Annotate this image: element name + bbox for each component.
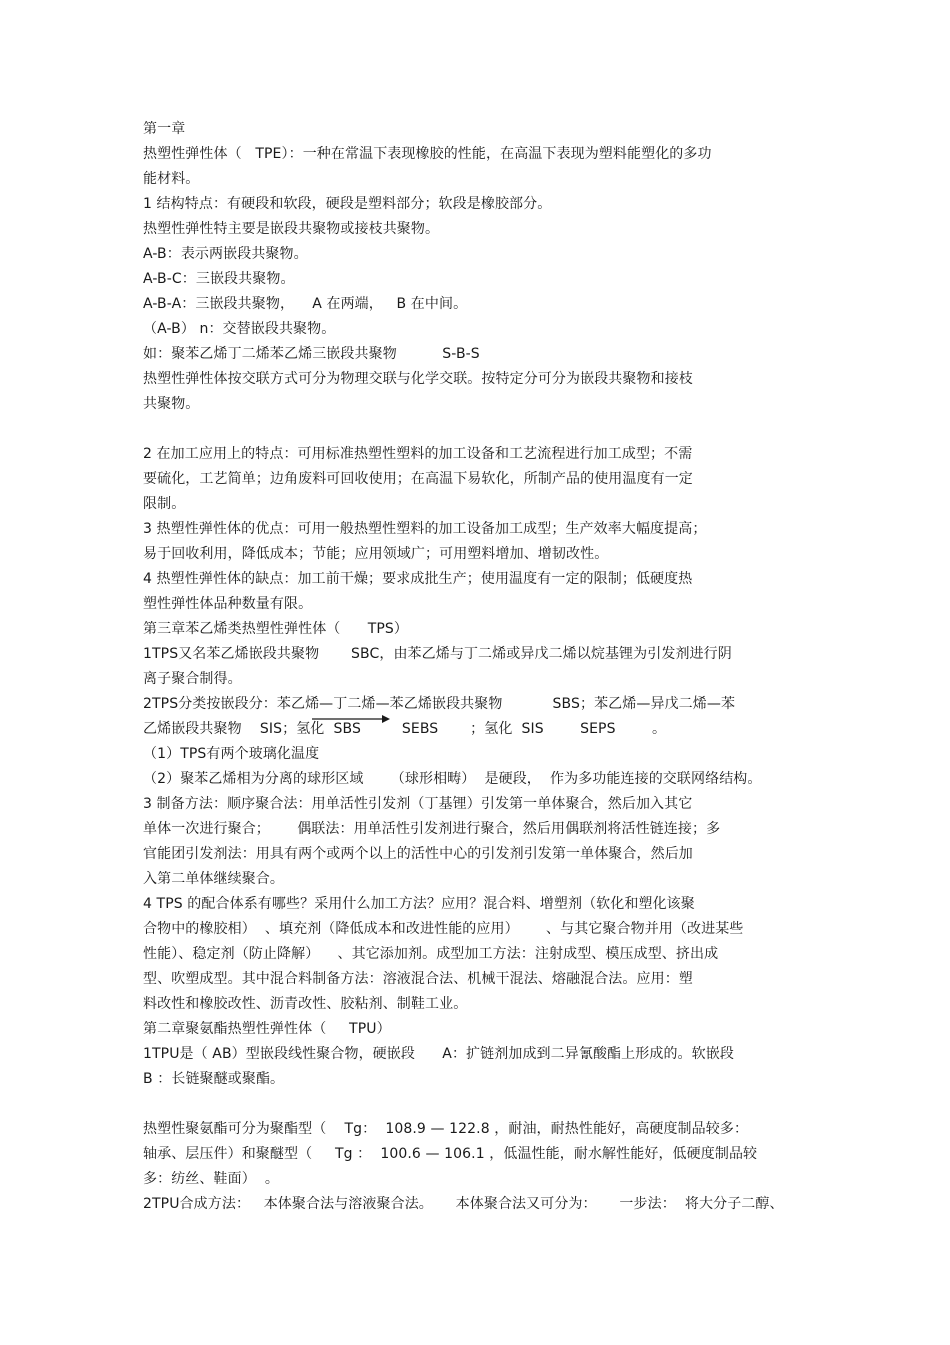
text-line: （A-B） n：交替嵌段共聚物。 bbox=[143, 321, 336, 337]
text-line: 2TPS分类按嵌段分：苯乙烯—丁二烯—苯乙烯嵌段共聚物 SBS；苯乙烯—异戊二烯—苯 bbox=[143, 696, 736, 712]
text-line: 共聚物。 bbox=[143, 396, 200, 412]
text-line: 2TPU合成方法： 本体聚合法与溶液聚合法。 本体聚合法又可分为： 一步法： 将大分子二醇、 bbox=[143, 1196, 784, 1212]
text-line: （2）聚苯乙烯相为分离的球形区域 （球形相畴） 是硬段， 作为多功能连接的交联网络结构。 bbox=[143, 771, 762, 787]
text-line: 型、吹塑成型。其中混合料制备方法：溶液混合法、机械干混法、熔融混合法。应用：塑 bbox=[143, 971, 693, 987]
text-line: 第二章聚氨酯热塑性弹性体（ TPU） bbox=[143, 1021, 391, 1037]
text-line: 合物中的橡胶相） 、填充剂（降低成本和改进性能的应用） 、与其它聚合物并用（改进某些 bbox=[143, 921, 744, 937]
text-line: 入第二单体继续聚合。 bbox=[143, 871, 284, 887]
text-line: 易于回收利用，降低成本；节能；应用领域广；可用塑料增加、增韧改性。 bbox=[143, 546, 609, 562]
text-line: 3 制备方法：顺序聚合法：用单活性引发剂（丁基锂）引发第一单体聚合，然后加入其它 bbox=[143, 796, 693, 812]
text-line: 热塑性聚氨酯可分为聚酯型（ Tg： 108.9 — 122.8 ，耐油，耐热性能好，高硬度制品较多： bbox=[143, 1121, 749, 1137]
text-line: A-B-C：三嵌段共聚物。 bbox=[143, 271, 295, 287]
text-line: 第一章 bbox=[143, 121, 186, 137]
text-line: 第三章苯乙烯类热塑性弹性体（ TPS） bbox=[143, 621, 408, 637]
text-line: 多：纺丝、鞋面） 。 bbox=[143, 1171, 279, 1187]
text-line: 热塑性弹性体按交联方式可分为物理交联与化学交联。按特定分可分为嵌段共聚物和接枝 bbox=[143, 371, 693, 387]
text-line: 1TPU是（ AB）型嵌段线性聚合物，硬嵌段 A：扩链剂加成到二异氰酸酯上形成的。软嵌段 bbox=[143, 1046, 734, 1062]
text-line: 如：聚苯乙烯丁二烯苯乙烯三嵌段共聚物 S-B-S bbox=[143, 346, 480, 362]
text-line: 限制。 bbox=[143, 496, 186, 512]
text-line: 料改性和橡胶改性、沥青改性、胶粘剂、制鞋工业。 bbox=[143, 996, 468, 1012]
text-line: 单体一次进行聚合； 偶联法：用单活性引发剂进行聚合，然后用偶联剂将活性链连接；多 bbox=[143, 821, 721, 837]
text-line: A-B：表示两嵌段共聚物。 bbox=[143, 246, 308, 262]
text-line: 3 热塑性弹性体的优点：可用一般热塑性塑料的加工设备加工成型；生产效率大幅度提高； bbox=[143, 521, 707, 537]
text-line: 要硫化，工艺简单；边角废料可回收使用；在高温下易软化，所制产品的使用温度有一定 bbox=[143, 471, 693, 487]
text-line: 热塑性弹性特主要是嵌段共聚物或接枝共聚物。 bbox=[143, 221, 440, 237]
text-line: 能材料。 bbox=[143, 171, 200, 187]
text-line: 4 TPS 的配合体系有哪些？采用什么加工方法？应用？混合料、增塑剂（软化和塑化该聚 bbox=[143, 896, 695, 912]
text-line: 乙烯嵌段共聚物 SIS；氢化 SBS SEBS ；氢化 SIS SEPS 。 bbox=[143, 721, 667, 737]
text-line: 2 在加工应用上的特点：可用标准热塑性塑料的加工设备和工艺流程进行加工成型；不需 bbox=[143, 446, 693, 462]
text-line: 官能团引发剂法：用具有两个或两个以上的活性中心的引发剂引发第一单体聚合，然后加 bbox=[143, 846, 693, 862]
text-line: （1）TPS有两个玻璃化温度 bbox=[143, 746, 320, 762]
text-line: 离子聚合制得。 bbox=[143, 671, 242, 687]
text-line: 4 热塑性弹性体的缺点：加工前干燥；要求成批生产；使用温度有一定的限制；低硬度热 bbox=[143, 571, 693, 587]
text-line: 热塑性弹性体（ TPE）：一种在常温下表现橡胶的性能，在高温下表现为塑料能塑化的多功 bbox=[143, 146, 712, 162]
text-line: 性能）、稳定剂（防止降解） 、其它添加剂。成型加工方法：注射成型、模压成型、挤出成 bbox=[143, 946, 719, 962]
text-line: B ：长链聚醚或聚酯。 bbox=[143, 1071, 285, 1087]
text-line: 1TPS又名苯乙烯嵌段共聚物 SBC，由苯乙烯与丁二烯或异戊二烯以烷基锂为引发剂进行阴 bbox=[143, 646, 732, 662]
text-line: 塑性弹性体品种数量有限。 bbox=[143, 596, 313, 612]
arrow-icon bbox=[312, 713, 390, 725]
text-line: A-B-A：三嵌段共聚物， A 在两端， B 在中间。 bbox=[143, 296, 468, 312]
text-line: 轴承、层压件）和聚醚型（ Tg ： 100.6 — 106.1 ，低温性能，耐水解性能好，低硬度制品较 bbox=[143, 1146, 758, 1162]
text-line: 1 结构特点：有硬段和软段，硬段是塑料部分；软段是橡胶部分。 bbox=[143, 196, 552, 212]
